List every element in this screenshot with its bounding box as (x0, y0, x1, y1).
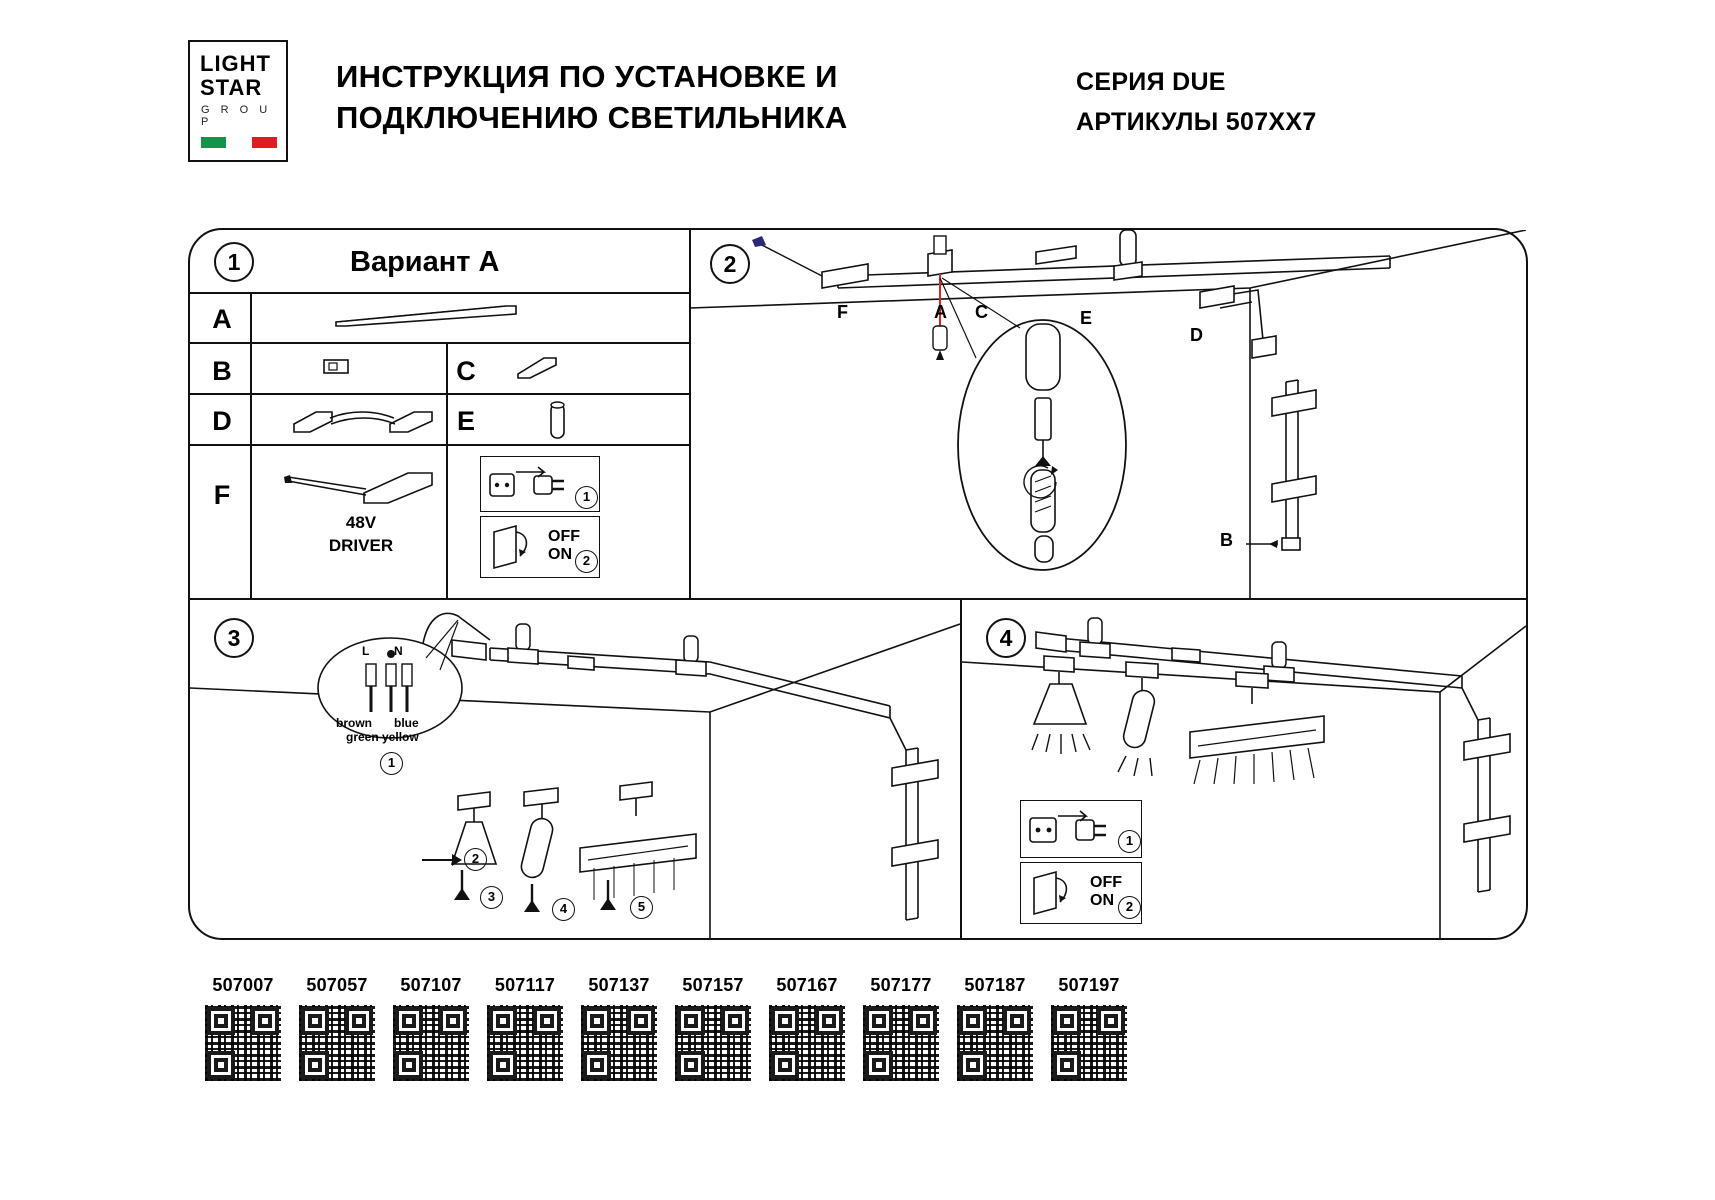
step2-label-e: E (1080, 308, 1093, 328)
wire-label-brown: brown (336, 716, 372, 730)
article-code: 507007 (212, 975, 274, 995)
part-e-cylinder-icon (542, 398, 572, 446)
part-d-joiner-icon (290, 402, 440, 436)
qr-code-icon (299, 1005, 375, 1081)
power-note-num-1: 1 (575, 486, 598, 509)
switch-off-label: OFF (548, 528, 580, 545)
part-a-track-icon (330, 302, 520, 328)
driver-caption: 48V DRIVER (328, 513, 394, 555)
qr-code-icon (581, 1005, 657, 1081)
switch-icon (486, 522, 540, 572)
qr-item (1034, 975, 1144, 1081)
step3-callout-1: 1 (380, 752, 403, 775)
step2-label-a: A (934, 302, 947, 322)
italian-flag-icon (201, 137, 277, 148)
step-3-panel (190, 600, 960, 938)
switch-on-label: ON (548, 546, 572, 564)
qr-code-icon (957, 1005, 1033, 1081)
step2-label-c: C (975, 302, 988, 322)
qr-code-icon (675, 1005, 751, 1081)
qr-code-icon (205, 1005, 281, 1081)
series-block (1076, 62, 1476, 142)
wire-label-n: N (394, 644, 403, 658)
article-code: 507157 (682, 975, 744, 995)
variant-title: Вариант А (350, 246, 500, 278)
power-note-num-2: 2 (575, 550, 598, 573)
part-letter-f: F (213, 480, 231, 510)
part-letter-d: D (212, 406, 232, 436)
step-2-badge: 2 (710, 244, 750, 284)
step-2-panel (690, 230, 1526, 598)
article-code: 507197 (1058, 975, 1120, 995)
article-label: АРТИКУЛЫ 507XX7 (1076, 108, 1317, 136)
logo-line-1: LIGHT (200, 51, 271, 76)
step-1-badge: 1 (214, 242, 254, 282)
article-code: 507057 (306, 975, 368, 995)
page-title: ИНСТРУКЦИЯ ПО УСТАНОВКЕ И ПОДКЛЮЧЕНИЮ СВЕТИЛЬНИКА (336, 59, 848, 136)
step3-lamp-5: 5 (630, 896, 653, 919)
qr-code-icon (769, 1005, 845, 1081)
logo-line-3: G R O U P (201, 104, 272, 128)
qr-code-icon (393, 1005, 469, 1081)
part-f-driver-icon (280, 465, 440, 507)
qr-code-icon (487, 1005, 563, 1081)
article-qr-list (188, 975, 1528, 1105)
step2-label-f: F (837, 302, 848, 322)
step4-note-num-1: 1 (1118, 830, 1141, 853)
part-letter-c: C (456, 356, 476, 386)
parts-table (190, 230, 690, 600)
article-code: 507187 (964, 975, 1026, 995)
step4-off-label: OFF (1090, 874, 1122, 891)
diagram-frame (188, 228, 1528, 940)
step-4-panel (962, 600, 1526, 938)
part-letter-e: E (456, 406, 475, 436)
socket-plug-icon (1026, 806, 1132, 852)
header (188, 40, 1538, 170)
qr-code-icon (863, 1005, 939, 1081)
step4-note-num-2: 2 (1118, 896, 1141, 919)
article-code: 507117 (494, 975, 556, 995)
step-2-drawing (690, 230, 1526, 598)
part-letter-a: A (212, 304, 232, 334)
wire-label-blue: blue (394, 716, 419, 730)
logo (188, 40, 288, 162)
step-4-badge: 4 (986, 618, 1026, 658)
step-3-drawing (190, 600, 960, 938)
step3-lamp-4: 4 (552, 898, 575, 921)
article-code: 507177 (870, 975, 932, 995)
article-code: 507167 (776, 975, 838, 995)
step3-lamp-3: 3 (480, 886, 503, 909)
step-3-badge: 3 (214, 618, 254, 658)
step2-label-b: B (1220, 530, 1233, 550)
step2-label-d: D (1190, 325, 1203, 345)
step4-on-label: ON (1090, 892, 1114, 910)
qr-code-icon (1051, 1005, 1127, 1081)
article-code: 507137 (588, 975, 650, 995)
part-letter-b: B (212, 356, 232, 386)
switch-icon (1026, 868, 1082, 920)
part-c-connector-icon (510, 352, 562, 382)
series-label: СЕРИЯ DUE (1076, 68, 1226, 96)
part-b-end-cap-icon (320, 354, 354, 380)
wire-label-l: L (362, 644, 370, 658)
wire-label-green-yellow: green yellow (346, 730, 419, 744)
article-code: 507107 (400, 975, 462, 995)
logo-line-2: STAR (200, 75, 263, 100)
step3-arrow-2: 2 (464, 848, 487, 871)
